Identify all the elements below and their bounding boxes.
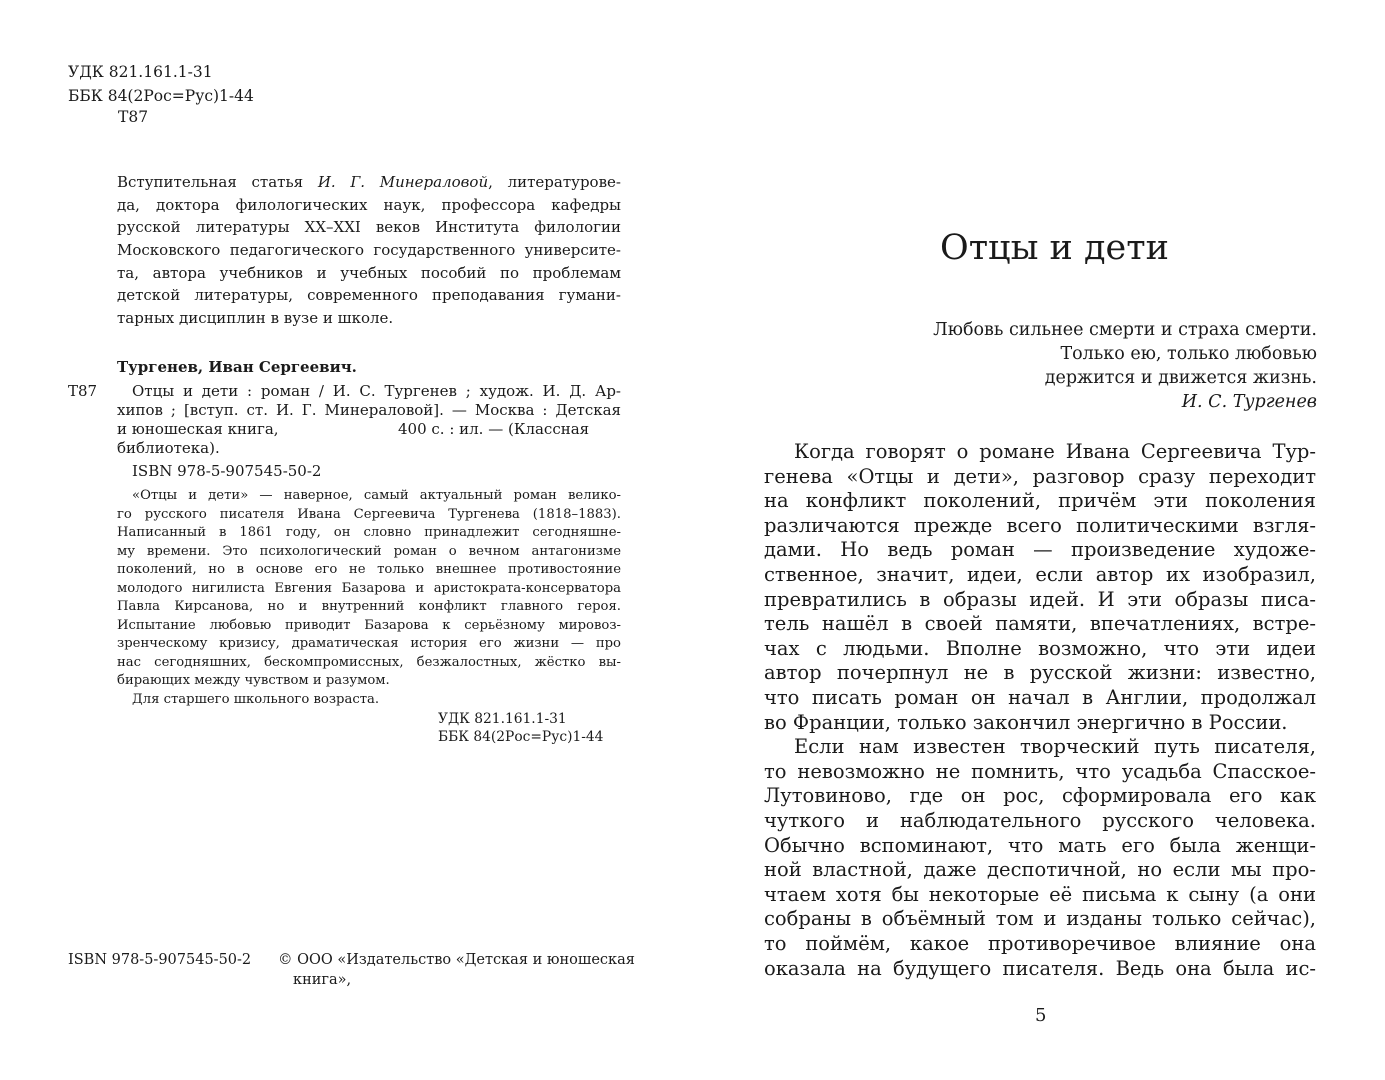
card-line: 400 с. : ил. — (Классная bbox=[398, 420, 590, 438]
body-line: ственное, значит, идеи, если автор их изобразил, bbox=[764, 563, 1316, 586]
intro-line: Вступительная статья И. Г. Минераловой, литературове- bbox=[117, 173, 621, 191]
body-line: Обычно вспоминают, что мать его была женщи- bbox=[764, 834, 1316, 857]
card-line: хипов ; [вступ. ст. И. Г. Минераловой]. — Москва : Детская bbox=[117, 401, 621, 419]
body-line: автор почерпнул не в русской жизни: известно, bbox=[764, 661, 1316, 684]
copyright-line: книга», bbox=[293, 972, 352, 988]
annotation-line: му времени. Это психологический роман о вечном антагонизме bbox=[117, 544, 621, 559]
annotation-line: Испытание любовью приводит Базарова к серьёзному мировоз- bbox=[117, 618, 621, 633]
body-line: Если нам известен творческий путь писателя, bbox=[794, 735, 1316, 758]
bbk-bottom: ББК 84(2Рос=Рус)1-44 bbox=[438, 729, 604, 745]
book-title: Отцы и дети bbox=[940, 228, 1169, 268]
body-line: Когда говорят о романе Ивана Сергеевича Тур- bbox=[794, 440, 1316, 463]
body-line: дами. Но ведь роман — произведение художе- bbox=[764, 538, 1316, 561]
body-line: то невозможно не помнить, что усадьба Спасское- bbox=[764, 760, 1316, 783]
epigraph-line: Любовь сильнее смерти и страха смерти. bbox=[933, 320, 1317, 340]
intro-line: та, автора учебников и учебных пособий по проблемам bbox=[117, 264, 621, 282]
right-page bbox=[692, 0, 1385, 1080]
footer-isbn: ISBN 978-5-907545-50-2 bbox=[68, 952, 252, 968]
annotation-line: зренческому кризису, драматическая история его жизни — про bbox=[117, 636, 621, 651]
annotation-line: бирающих между чувством и разумом. bbox=[117, 673, 390, 688]
author-mark: Т87 bbox=[118, 108, 149, 126]
age-note: Для старшего школьного возраста. bbox=[132, 692, 380, 707]
card-author: Тургенев, Иван Сергеевич. bbox=[117, 358, 357, 376]
udk-bottom: УДК 821.161.1-31 bbox=[438, 711, 567, 727]
intro-line: русской литературы XX–XXI веков Института филологии bbox=[117, 218, 621, 236]
udk-code: УДК 821.161.1-31 bbox=[68, 63, 213, 81]
body-line: что писать роман он начал в Англии, продолжал bbox=[764, 686, 1316, 709]
annotation-line: молодого нигилиста Евгения Базарова и аристократа-консерватора bbox=[117, 581, 621, 596]
body-line: чах с людьми. Вполне возможно, что эти идеи bbox=[764, 637, 1316, 660]
body-line: чтаем хотя бы некоторые её письма к сыну (а они bbox=[764, 883, 1316, 906]
body-line: то поймём, какое противоречивое влияние она bbox=[764, 932, 1316, 955]
body-line: ной властной, даже деспотичной, но если мы про- bbox=[764, 858, 1316, 881]
intro-line: Московского педагогического государственного университе- bbox=[117, 241, 621, 259]
intro-line: тарных дисциплин в вузе и школе. bbox=[117, 309, 394, 327]
body-line: чуткого и наблюдательного русского человека. bbox=[764, 809, 1316, 832]
intro-author-name: И. Г. Минераловой bbox=[317, 173, 489, 191]
body-line: на конфликт поколений, причём эти поколения bbox=[764, 489, 1316, 512]
annotation-line: го русского писателя Ивана Сергеевича Тургенева (1818–1883). bbox=[117, 507, 621, 522]
bbk-code: ББК 84(2Рос=Рус)1-44 bbox=[68, 87, 254, 105]
annotation-line: поколений, но в основе его не только внешнее противостояние bbox=[117, 562, 621, 577]
body-line: различаются прежде всего политическими взгля- bbox=[764, 514, 1316, 537]
epigraph-author: И. С. Тургенев bbox=[1181, 392, 1317, 412]
body-line: во Франции, только закончил энергично в России. bbox=[764, 711, 1288, 734]
annotation-line: Павла Кирсанова, но и внутренний конфликт главного героя. bbox=[117, 599, 621, 614]
annotation-line: «Отцы и дети» — наверное, самый актуальный роман велико- bbox=[132, 488, 621, 503]
copyright-line: © ООО «Издательство «Детская и юношеская bbox=[278, 952, 635, 968]
body-line: генева «Отцы и дети», разговор сразу переходит bbox=[764, 465, 1316, 488]
intro-line: да, доктора филологических наук, профессора кафедры bbox=[117, 196, 621, 214]
left-page bbox=[0, 0, 692, 1080]
body-line: Лутовиново, где он рос, сформировала его как bbox=[764, 784, 1316, 807]
annotation-line: Написанный в 1861 году, он словно принадлежит сегодняшне- bbox=[117, 525, 621, 540]
body-line: превратились в образы идей. И эти образы писа- bbox=[764, 588, 1316, 611]
card-code: Т87 bbox=[68, 382, 98, 400]
body-line: оказала на будущего писателя. Ведь она была ис- bbox=[764, 957, 1316, 980]
card-line: библиотека). bbox=[117, 439, 220, 457]
intro-line: детской литературы, современного преподавания гумани- bbox=[117, 286, 621, 304]
body-line: собраны в объёмный том и изданы только сейчас), bbox=[764, 907, 1316, 930]
annotation-line: нас сегодняшних, бескомпромиссных, безжалостных, жёстко вы- bbox=[117, 655, 621, 670]
epigraph-line: Только ею, только любовью bbox=[1060, 344, 1317, 364]
card-isbn: ISBN 978-5-907545-50-2 bbox=[132, 462, 322, 480]
card-line: и юношеская книга, bbox=[117, 420, 279, 438]
body-line: тель нашёл в своей памяти, впечатлениях, встре- bbox=[764, 612, 1316, 635]
page-number: 5 bbox=[1035, 1005, 1047, 1026]
epigraph-line: держится и движется жизнь. bbox=[1044, 368, 1317, 388]
card-line: Отцы и дети : роман / И. С. Тургенев ; худож. И. Д. Ар- bbox=[132, 382, 621, 400]
